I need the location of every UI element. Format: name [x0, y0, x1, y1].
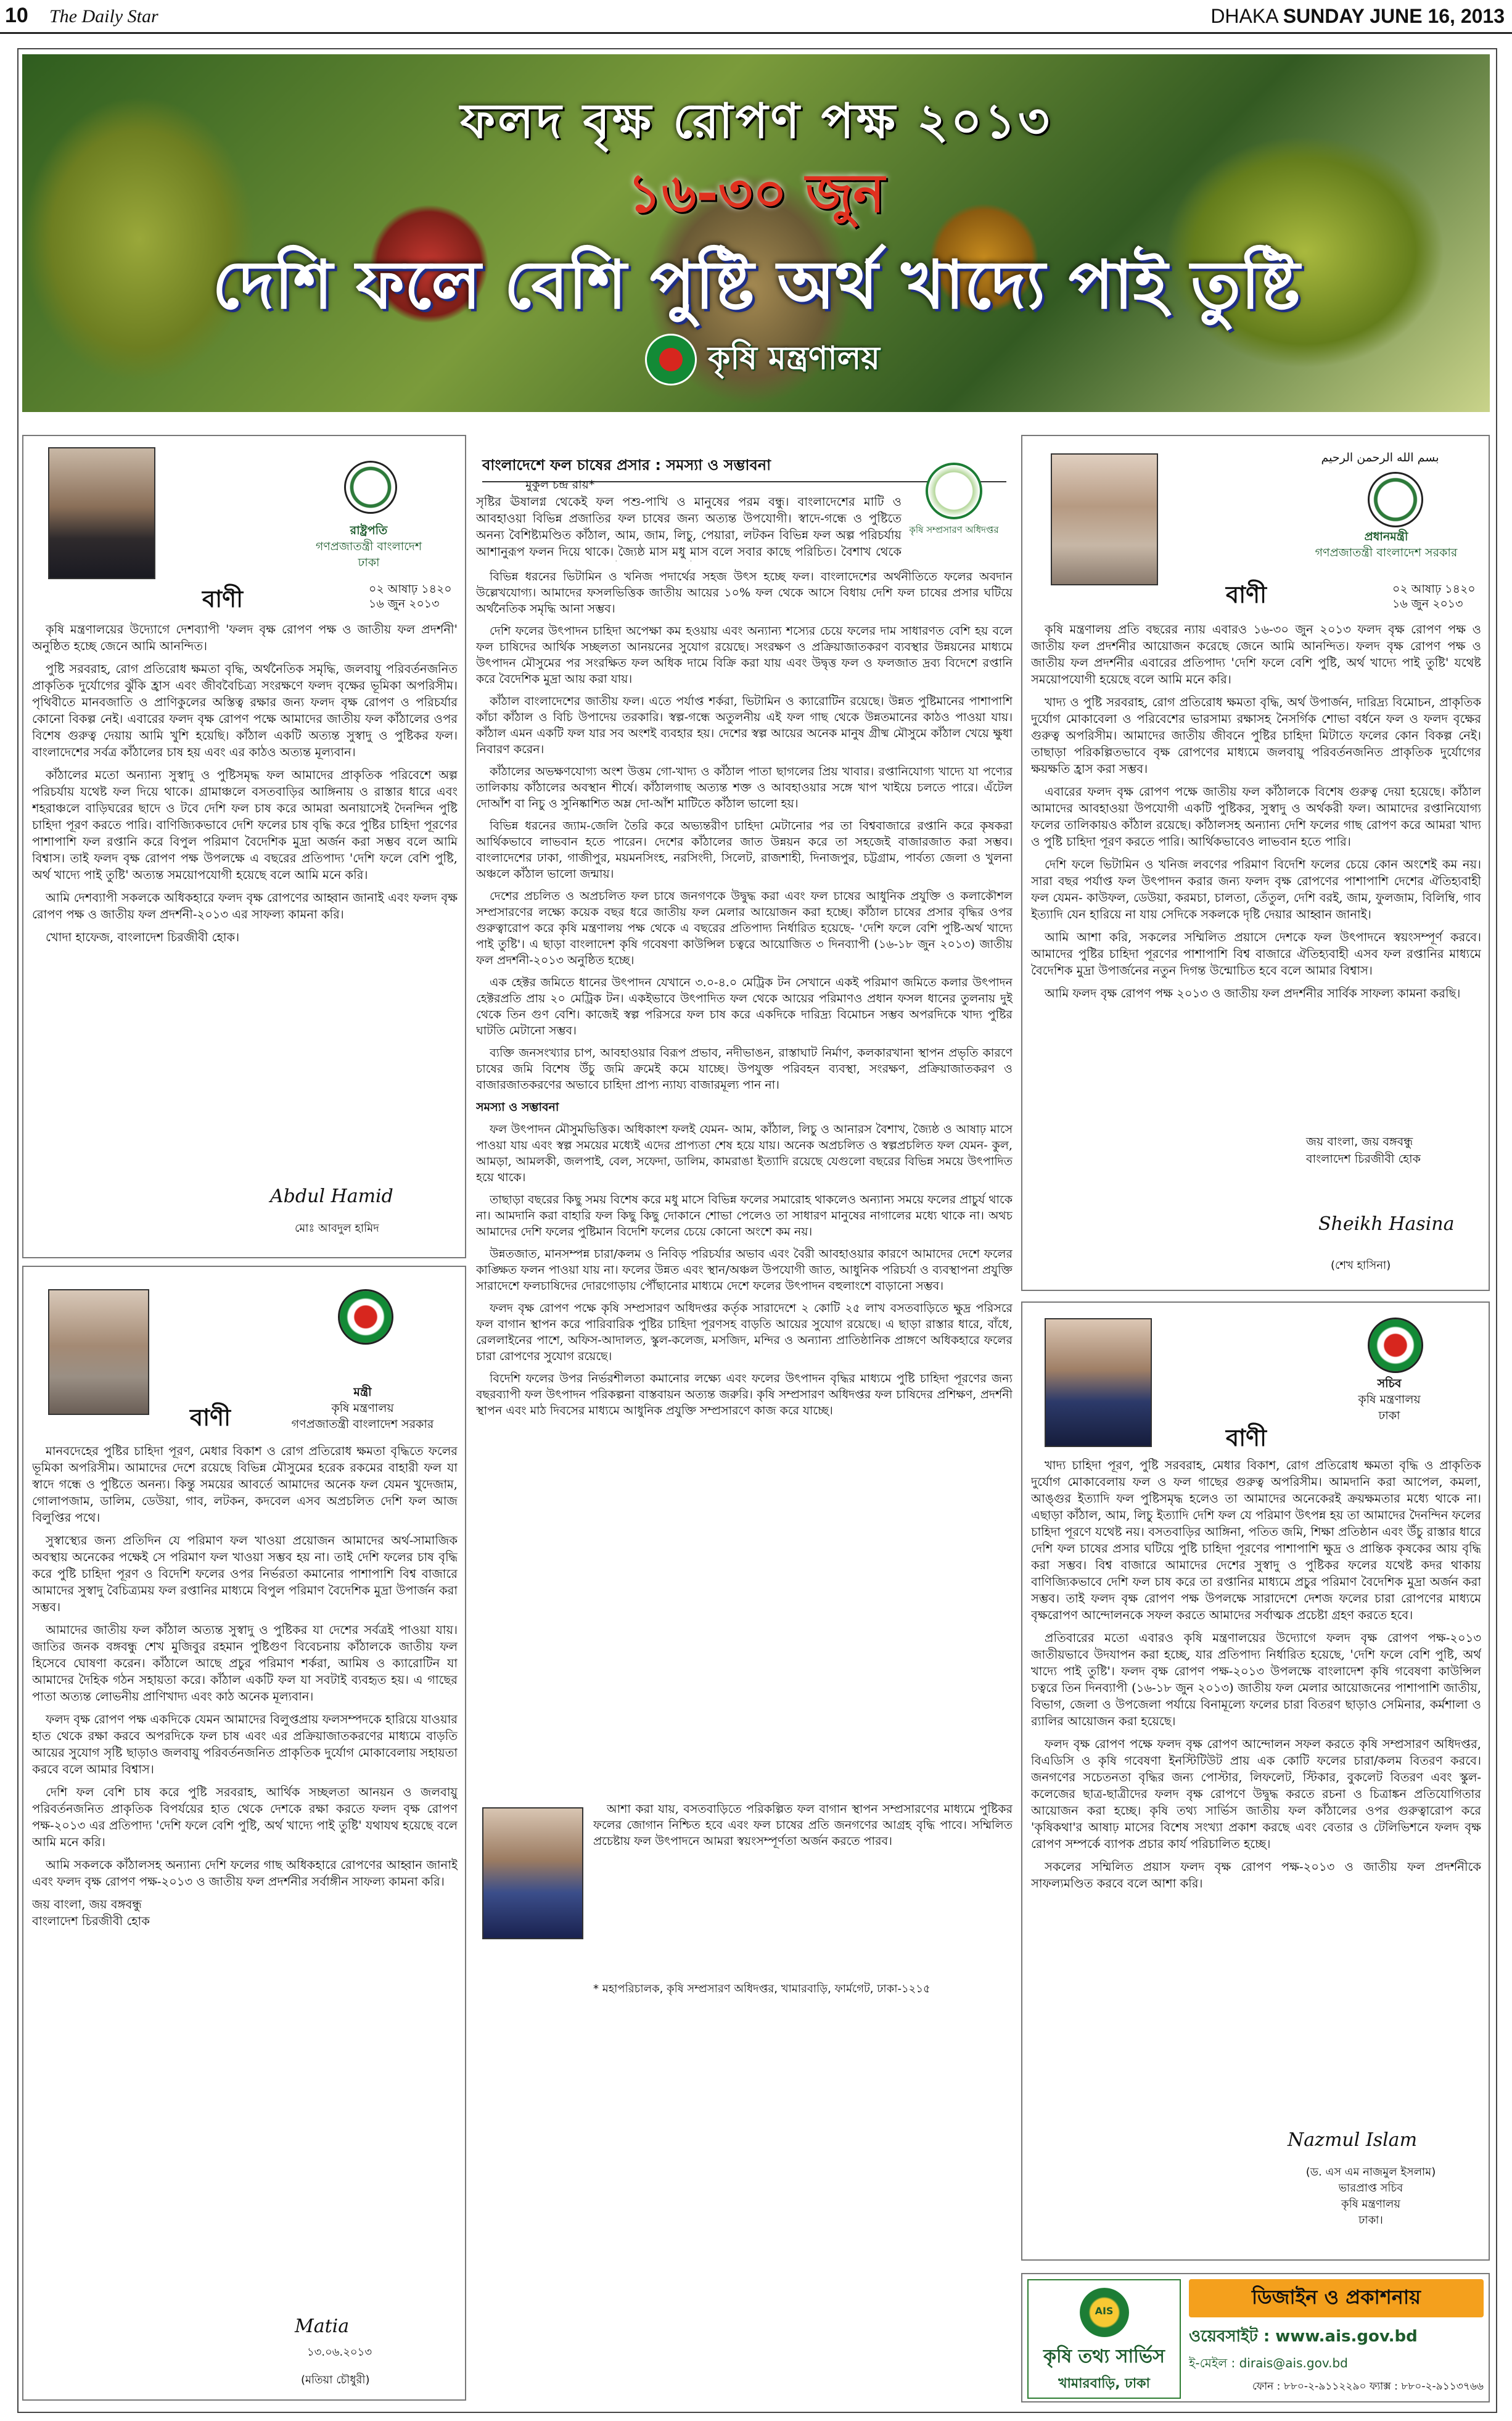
president-message-body: কৃষি মন্ত্রণালয়ের উদ্যোগে দেশব্যাপী 'ফলদ বৃক্ষ রোপণ পক্ষ ও জাতীয় ফল প্রদর্শনী' অনুষ্ঠিত হচ্ছে জেনে আমি আনন্দিত। পুষ্টি সরবরাহ, রোগ প্রতিরোধ ক্ষমতা বৃদ্ধি, অর্থনৈতিক সমৃদ্ধি, জলবায়ু পরিবর্তনজনিত প্রাকৃতিক দুর্যোগের ঝুঁকি হ্রাস এবং জীববৈচিত্র্য সংরক্ষণে ফলদ বৃক্ষের ভূমিকা অপরিসীম। পৃথিবীতে মানবজাতি ও প্রাণিকুলের অস্তিত্ব রক্ষার জন্য ফলদ বৃক্ষ রোপণ ও পরিচর্যার কোনো বিকল্প নেই। এবারের ফলদ বৃক্ষ রোপণ পক্ষে আমাদের জাতীয় ফল কাঁঠালের ওপর বিশেষ গুরুত্ব দেয়ায় আমি খুশি হয়েছি। কাঁঠাল একটি অত্যন্ত সুস্বাদু ও পুষ্টিকর ফল। বাংলাদেশের সর্বত্র কাঁঠালের চাষ হয় এবং এর কাঠও অত্যন্ত মূল্যবান। কাঁঠালের মতো অন্যান্য সুস্বাদু ও পুষ্টিসমৃদ্ধ ফল আমাদের প্রাকৃতিক পরিবেশে অল্প পরিচর্যায় যথেষ্ট ফল দিয়ে থাকে। গ্রামাঞ্চলে বসতবাড়ির আঙ্গিনায় ও রাস্তার ধারে এবং শহরাঞ্চলে বাড়িঘরের ছাদে ও টবে দেশি ফল চাষ করে আমরা অনায়াসেই দৈনন্দিন পুষ্টি চাহিদা পূরণ করতে পারি। বাণিজ্যিকভাবে দেশি ফলের চাষ বৃদ্ধি করে পুষ্টির চাহিদা পূরণের পাশাপাশি ফল রপ্তানি করে বিপুল পরিমাণ বৈদেশিক মুদ্রা অর্জন করা সম্ভব বলে আমি বিশ্বাস। তাই ফলদ বৃক্ষ রোপণ পক্ষ উপলক্ষে এ বছরের প্রতিপাদ্য 'দেশি ফলে বেশি পুষ্টি, অর্থ খাদ্যে পাই তুষ্টি' অত্যন্ত সময়োপযোগী হয়েছে বলে আমি মনে করি। আমি দেশব্যাপী সকলকে অধিকহারে ফলদ বৃক্ষ রোপণের আহ্বান জানাই এবং ফলদ বৃক্ষ রোপণ পক্ষ ও জাতীয় ফল প্রদর্শনী-২০১৩ এর সাফল্য কামনা করি। খোদা হাফেজ, বাংলাদেশ চিরজীবী হোক। [32, 622, 458, 944]
secretary-message [1021, 1301, 1490, 2261]
bismillah-text: بسم الله الرحمن الرحيم [1321, 451, 1439, 464]
publisher-credit [1021, 2273, 1490, 2402]
author-portrait [482, 1807, 583, 1939]
secretary-role: ভারপ্রাপ্ত সচিব [1338, 2182, 1403, 2195]
government-emblem-icon [645, 334, 697, 386]
secretary-signature: Nazmul Islam [1288, 2129, 1418, 2151]
article-intro: সৃষ্টির ঊষালগ্ন থেকেই ফল পশু-পাখি ও মানুষের পরম বন্ধু। বাংলাদেশের মাটি ও আবহাওয়া বিভিন্ন প্রজাতির ফল চাষের জন্য অত্যন্ত উপযোগী। স্বাদে-গন্ধে ও পুষ্টিতে অনন্য বৈশিষ্ট্যমণ্ডিত কাঁঠাল, আম, জাম, লিচু, পেয়ারা, লটকন বিভিন্ন ফল অল্প পরিচর্যায় আশানুরূপ ফলন দিয়ে থাকে। জ্যৈষ্ঠ মাস মধু মাস বলে সবার কাছে পরিচিত। বৈশাখ থেকে [476, 495, 902, 559]
article-subheading: সমস্যা ও সম্ভাবনা [476, 1100, 559, 1114]
dae-logo [908, 463, 1000, 555]
message-heading: বাণী [190, 1404, 231, 1431]
prime-minister-message [1021, 435, 1490, 1291]
message-heading: বাণী [202, 585, 244, 612]
minister-title: মন্ত্রী [353, 1385, 372, 1399]
president-city: ঢাকা [358, 556, 380, 569]
message-date: ০২ আষাঢ় ১৪২০ ১৬ জুন ২০১৩ [1392, 582, 1476, 611]
minister-gov: গণপ্রজাতন্ত্রী বাংলাদেশ সরকার [291, 1417, 434, 1431]
pm-title: প্রধানমন্ত্রী [1364, 530, 1408, 543]
campaign-banner [22, 54, 1490, 412]
article-author: মুকুল চন্দ্র রায়* [525, 478, 595, 492]
feature-article [470, 450, 1019, 2402]
pm-gov: গণপ্রজাতন্ত্রী বাংলাদেশ সরকার [1315, 546, 1458, 559]
dae-emblem-icon [926, 463, 982, 519]
secretary-ministry: কৃষি মন্ত্রণালয় [1358, 1393, 1421, 1406]
banner-title: ফলদ বৃক্ষ রোপণ পক্ষ ২০১৩ [460, 94, 1052, 149]
secretary-name: (ড. এস এম নাজমুল ইসলাম) [1305, 2166, 1436, 2179]
paper-name: The Daily Star [49, 6, 158, 27]
dae-label: কৃষি সম্প্রসারণ অধিদপ্তর [909, 524, 999, 535]
secretary-portrait [1045, 1318, 1152, 1447]
message-heading: বাণী [1226, 1424, 1267, 1451]
article-title: বাংলাদেশে ফল চাষের প্রসার : সমস্যা ও সম্ভাবনা [482, 454, 1006, 482]
article-closing: আশা করা যায়, বসতবাড়িতে পরিকল্পিত ফল বাগান স্থাপন সম্প্রসারণের মাধ্যমে পুষ্টিকর ফলের জোগান নিশ্চিত হবে এবং ফল চাষের প্রতি জনগণের আগ্রহ বৃদ্ধি পাবে। সম্মিলিত প্রচেষ্টায় ফল উৎপাদনে আমরা স্বয়ংসম্পূর্ণতা অর্জন করতে পারব। [593, 1802, 1013, 1848]
article-body: বিভিন্ন ধরনের ভিটামিন ও খনিজ পদার্থের সহজ উৎস হচ্ছে ফল। বাংলাদেশের অর্থনীতিতে ফলের অবদান উল্লেখযোগ্য। আমাদের ফসলভিত্তিক জাতীয় আয়ের ১০% ফল থেকে আসে বিধায় দেশি ফল চাষের প্রসার ঘটিয়ে অর্থনৈতিক সমৃদ্ধি আনা সম্ভব। দেশি ফলের উৎপাদন চাহিদা অপেক্ষা কম হওয়ায় এবং অন্যান্য শস্যের চেয়ে ফলের দাম সাধারণত বেশি হয় বলে ফল চাষিদের আর্থিক সচ্ছলতা আনয়নের সুযোগ রয়েছে। সংরক্ষণ ও প্রক্রিয়াজাতকরণ ব্যবস্থার উন্নয়নের মাধ্যমে উৎপাদন মৌসুমের পর সংরক্ষিত ফল অধিক দামে বিক্রি করা যায় এবং উদ্বৃত্ত ফল ও ফলজাত দ্রব্য বিদেশে রপ্তানি করে বৈদেশিক মুদ্রা আয় করা যায়। কাঁঠাল বাংলাদেশের জাতীয় ফল। এতে পর্যাপ্ত শর্করা, ভিটামিন ও ক্যারোটিন রয়েছে। উন্নত পুষ্টিমানের পাশাপাশি কাঁচা কাঁঠাল ও বিচি উপাদেয় তরকারি। স্বল্প-গন্ধে অতুলনীয় এই ফল গাছ থেকে উন্নতমানের কাঠও পাওয়া যায়। কাঁঠাল এমন একটি ফল যার সব অংশই ব্যবহার হয়। দেশের স্বল্প আয়ের অনেক মানুষ গ্রীষ্ম মৌসুমে কাঁঠাল খেয়ে ক্ষুধা নিবারণ করেন। কাঁঠালের অভক্ষণযোগ্য অংশ উত্তম গো-খাদ্য ও কাঁঠাল পাতা ছাগলের প্রিয় খাবার। রপ্তানিযোগ্য খাদ্যে যা পণ্যের তালিকায় কাঁঠালের অবস্থান শীর্ষে। কাঁঠালগাছ অত্যন্ত শক্ত ও আবহাওয়ার সঙ্গে খাপ খাইয়ে চলতে পারে। এঁটেল দোআঁশ বা নিচু ও সুনিষ্কাশিত অম্ল দো-আঁশ মাটিতে কাঁঠাল ভালো হয়। বিভিন্ন ধরনের জ্যাম-জেলি তৈরি করে অভ্যন্তরীণ চাহিদা মেটানোর পর তা বিশ্ববাজারে রপ্তানি করে কৃষকরা আর্থিকভাবে লাভবান হতে পারেন। দেশের কাঁঠালের জাত উন্নয়ন করে তা সহজেই বাজারজাত করা সম্ভব। বাংলাদেশের ঢাকা, গাজীপুর, ময়মনসিংহ, নরসিংদী, সিলেট, রাজশাহী, দিনাজপুর, চট্টগ্রাম, পার্বত্য জেলা ও খুলনা অঞ্চলে কাঁঠাল ভালো জন্মায়। দেশের প্রচলিত ও অপ্রচলিত ফল চাষে জনগণকে উদ্বুদ্ধ করা এবং ফল চাষের আধুনিক প্রযুক্তি ও কলাকৌশল সম্প্রসারণের লক্ষ্যে কয়েক বছর ধরে জাতীয় ফল মেলার আয়োজন করা হচ্ছে। কাঁঠাল চাষের প্রসার বৃদ্ধির ওপর গুরুত্বারোপ করে কৃষি মন্ত্রণালয় পক্ষ থেকে এ বছরের প্রতিপাদ্য নির্ধারিত হয়েছে- 'দেশি ফলে বেশি পুষ্টি-অর্থ খাদ্যে পাই তুষ্টি'। এ ছাড়া বাংলাদেশ কৃষি গবেষণা কাউন্সিল চত্বরে আয়োজিত ৩ দিনব্যাপী (১৬-১৮ জুন ২০১৩) জাতীয় ফল প্রদর্শনী-২০১৩ অনুষ্ঠিত হচ্ছে। এক হেক্টর জমিতে ধানের উৎপাদন যেখানে ৩.০-৪.০ মেট্রিক টন সেখানে একই পরিমাণ জমিতে কলার উৎপাদন হেক্টরপ্রতি প্রায় ২০ মেট্রিক টন। একইভাবে উৎপাদিত ফল থেকে আয়ের পরিমাণও প্রধান ফসল ধানের তুলনায় দুই থেকে তিন গুণ বেশি। কাজেই স্বল্প পরিসরে ফল চাষ করে একদিকে দারিদ্র্য বিমোচন সম্ভব অপরদিকে খাদ্য পুষ্টির ঘাটতি মেটানো সম্ভব। ব্যক্তি জনসংখ্যার চাপ, আবহাওয়ার বিরূপ প্রভাব, নদীভাঙন, রাস্তাঘাট নির্মাণ, কলকারখানা স্থাপন প্রভৃতি কারণে চাষের জমি বিশেষ উঁচু জমি ক্রমেই কমে যাচ্ছে। উপযুক্ত পরিবহন ব্যবস্থা, সংরক্ষণ, প্রক্রিয়াজাতকরণ ও বাজারজাতকরণের অভাবে চাহিদা প্রাপ্য ন্যায্য বাজারমূল্য পান না। সমস্যা ও সম্ভাবনা ফল উৎপাদন মৌসুমভিত্তিক। অধিকাংশ ফলই যেমন- আম, কাঁঠাল, লিচু ও আনারস বৈশাখ, জ্যৈষ্ঠ ও আষাঢ় মাসে পাওয়া যায় এবং স্বল্প সময়ের মধ্যেই এদের প্রাপ্যতা শেষ হয়ে যায়। অনেক অপ্রচলিত ও স্বল্পপ্রচলিত ফল যেমন- কুল, আমড়া, আমলকী, জলপাই, বেল, সফেদা, ডালিম, কামরাঙা ইত্যাদি রয়েছে যেগুলো বছরের বিভিন্ন সময়ে উৎপাদিত হয়ে থাকে। তাছাড়া বছরের কিছু সময় বিশেষ করে মধু মাসে বিভিন্ন ফলের সমারোহ থাকলেও অন্যান্য সময়ে ফলের প্রাচুর্য থাকে না। আমদানি করা বাহারি ফল কিছু কিছু দোকানে শোভা পেলেও তা সাধারণ মানুষের নাগালের মধ্যে থাকে না। অথচ আমাদের দেশি ফলের পুষ্টিমান বিদেশি ফলের চেয়ে কোনো অংশে কম নয়। উন্নতজাত, মানসম্পন্ন চারা/কলম ও নিবিড় পরিচর্যার অভাব এবং বৈরী আবহাওয়ার কারণে আমাদের দেশে ফলের কাঙ্ক্ষিত ফলন পাওয়া যায় না। ফলের উন্নত এবং স্থান/অঞ্চল উপযোগী জাত, আধুনিক পরিচর্যা ও ব্যবস্থাপনা প্রযুক্তি সারাদেশে ফলচাষিদের দোরগোড়ায় পৌঁছানোর মাধ্যমে দেশে ফলের উৎপাদন বহুলাংশে বাড়ানো সম্ভব। ফলদ বৃক্ষ রোপণ পক্ষে কৃষি সম্প্রসারণ অধিদপ্তর কর্তৃক সারাদেশে ২ কোটি ২৫ লাখ বসতবাড়িতে ক্ষুদ্র পরিসরে ফল বাগান স্থাপন করে পারিবারিক পুষ্টির চাহিদা পূরণসহ বাড়তি আয়ের সুযোগ রয়েছে। এ ছাড়া রাস্তার ধারে, বাঁধে, রেললাইনের পাশে, অফিস-আদালত, স্কুল-কলেজ, মসজিদ, মন্দির ও অন্যান্য প্রাতিষ্ঠানিক প্রাঙ্গণে অধিকহারে ফলের চারা রোপণের সুযোগ রয়েছে। বিদেশি ফলের উপর নির্ভরশীলতা কমানোর লক্ষ্যে এবং ফলের উৎপাদন বৃদ্ধির মাধ্যমে পুষ্টি চাহিদা পূরণের জন্য বছরব্যাপী ফল উৎপাদন পরিকল্পনা বাস্তবায়ন অত্যন্ত জরুরি। কৃষি সম্প্রসারণ অধিদপ্তর ফল চাষিদের প্রশিক্ষণ, প্রদর্শনী স্থাপন এবং মাঠ দিবসের মাধ্যমে আধুনিক প্রযুক্তি সম্প্রসারণে কাজ করে যাচ্ছে। [476, 570, 1013, 1417]
pm-portrait [1051, 453, 1158, 585]
banner-dates: ১৬-৩০ জুন [627, 163, 885, 225]
ministry-badge [645, 332, 880, 387]
message-heading: বাণী [1226, 581, 1267, 608]
ais-abbr: AIS [1095, 2305, 1114, 2317]
minister-message [22, 1266, 466, 2401]
minister-portrait [48, 1289, 149, 1415]
ais-place: খামারবাড়ি, ঢাকা [1058, 2376, 1150, 2391]
minister-message-body: মানবদেহের পুষ্টির চাহিদা পূরণ, মেধার বিকাশ ও রোগ প্রতিরোধ ক্ষমতা বৃদ্ধিতে ফলের ভূমিকা অপরিসীম। আমাদের দেশে রয়েছে বিভিন্ন মৌসুমের হরেক রকমের বাহারী ফল যা স্বাদে গন্ধে ও পুষ্টিতে অনন্য। কিন্তু সময়ের আবর্তে আমাদের অনেক ফল যেমন খুদেজাম, গোলাপজাম, ডালিম, ডেউয়া, গাব, লটকন, কদবেল এসব অপ্রচলিত দেশি ফল আজ বিলুপ্তির পথে। সুস্বাস্থ্যের জন্য প্রতিদিন যে পরিমাণ ফল খাওয়া প্রয়োজন আমাদের অর্থ-সামাজিক অবস্থায় অনেকের পক্ষেই সে পরিমাণ ফল খাওয়া সম্ভব হয় না। তাই দেশি ফলের চাষ বৃদ্ধি করে পুষ্টি চাহিদা পূরণ ও বিদেশি ফলের ওপর নির্ভরতা কমানোর পাশাপাশি বিশ্ব বাজারে আমাদের সুস্বাদু বৈচিত্র্যময় ফল রপ্তানির মাধ্যমে বিপুল পরিমাণ বৈদেশিক মুদ্রা উপার্জন করা সম্ভব। আমাদের জাতীয় ফল কাঁঠাল অত্যন্ত সুস্বাদু ও পুষ্টিকর যা দেশের সর্বত্রই পাওয়া যায়। জাতির জনক বঙ্গবন্ধু শেখ মুজিবুর রহমান পুষ্টিগুণ বিবেচনায় কাঁঠালকে জাতীয় ফল হিসেবে ঘোষণা করেন। কাঁঠালে আছে প্রচুর পরিমাণ শর্করা, আমিষ ও ক্যারোটিন যা আমাদের দৈহিক গঠন সহায়তা করে। কাঁঠাল একটি ফল যা সবটাই ব্যবহৃত হয়। এ গাছের পাতা অত্যন্ত লোভনীয় প্রাণিখাদ্য এবং কাঠ অনেক মূল্যবান। ফলদ বৃক্ষ রোপণ পক্ষ একদিকে যেমন আমাদের বিলুপ্তপ্রায় ফলসম্পদকে হারিয়ে যাওয়ার হাত থেকে রক্ষা করবে অপরদিকে ফল চাষ এবং এর প্রক্রিয়াজাতকরণের মাধ্যমে বাড়তি আয়ের সুযোগ সৃষ্টি ছাড়াও জলবায়ু পরিবর্তনজনিত প্রাকৃতিক দুর্যোগ মোকাবেলায় সহায়তা করবে বলে আমার বিশ্বাস। দেশি ফল বেশি চাষ করে পুষ্টি সরবরাহ, আর্থিক সচ্ছলতা আনয়ন ও জলবায়ু পরিবর্তনজনিত প্রাকৃতিক বিপর্যয়ের হাত থেকে দেশকে রক্ষা করতে ফলদ বৃক্ষ রোপণ পক্ষ-২০১৩ এর প্রতিপাদ্য 'দেশি ফলে বেশি পুষ্টি, অর্থ খাদ্যে পাই তুষ্টি' যথাযথ হয়েছে বলে আমি মনে করি। আমি সকলকে কাঁঠালসহ অন্যান্য দেশি ফলের গাছ অধিকহারে রোপণের আহ্বান জানাই এবং ফলদ বৃক্ষ রোপণ পক্ষ-২০১৩ ও জাতীয় ফল প্রদর্শনীর সর্বাঙ্গীন সাফল্য কামনা করি। জয় বাংলা, জয় বঙ্গবন্ধু বাংলাদেশ চিরজীবী হোক [32, 1444, 458, 1928]
secretary-ministry-2: কৃষি মন্ত্রণালয় [1341, 2198, 1400, 2211]
pm-name: (শেখ হাসিনা) [1331, 1259, 1391, 1272]
secretary-emblem-icon [1368, 1318, 1423, 1373]
president-signature: Abdul Hamid [270, 1186, 393, 1207]
pm-message-body: কৃষি মন্ত্রণালয় প্রতি বছরের ন্যায় এবারও ১৬-৩০ জুন ২০১৩ ফলদ বৃক্ষ রোপণ পক্ষ ও জাতীয় ফল প্রদর্শনীর আয়োজন করেছে জেনে আমি আনন্দিত। ফলদ বৃক্ষ রোপণ পক্ষ ও জাতীয় ফল প্রদর্শনীর এবারের প্রতিপাদ্য 'দেশি ফলে বেশি পুষ্টি, অর্থ খাদ্যে পাই তুষ্টি' যথেষ্ট সময়োপযোগী হয়েছে বলে আমি মনে করি। খাদ্য ও পুষ্টি সরবরাহ, রোগ প্রতিরোধ ক্ষমতা বৃদ্ধি, অর্থ উপার্জন, দারিদ্র্য বিমোচন, প্রাকৃতিক দুর্যোগ মোকাবেলা ও পরিবেশের ভারসাম্য রক্ষাসহ নৈসর্গিক শোভা বর্ধনে ফল ও ফলদ বৃক্ষের গুরুত্ব অপরিসীম। আমাদের জাতীয় জীবনে পুষ্টির চাহিদা মিটাতে ফলের কোন বিকল্প নেই। তাছাড়া পরিকল্পিতভাবে বৃক্ষ রোপণের মাধ্যমে জলবায়ু পরিবর্তনজনিত প্রাকৃতিক দুর্যোগের ক্ষয়ক্ষতি হ্রাস করা সম্ভব। এবারের ফলদ বৃক্ষ রোপণ পক্ষে জাতীয় ফল কাঁঠালকে বিশেষ গুরুত্ব দেয়া হয়েছে। কাঁঠাল আমাদের আবহাওয়া উপযোগী একটি পুষ্টিকর, সুস্বাদু ও অর্থকরী ফল। আমাদের রপ্তানিযোগ্য ফলের তালিকায়ও কাঁঠাল রয়েছে। কাঁঠালসহ অন্যান্য দেশি ফলের গাছ রোপণ করে আমরা খাদ্য ও পুষ্টি চাহিদা পূরণ করতে পারি। আর্থিকভাবেও লাভবান হতে পারি। দেশি ফলে ভিটামিন ও খনিজ লবণের পরিমাণ বিদেশি ফলের চেয়ে কোন অংশেই কম নয়। সারা বছর পর্যাপ্ত ফল উৎপাদন করার জন্য ফলদ বৃক্ষ রোপণের পাশাপাশি দেশের ঐতিহ্যবাহী ফল যেমন- কাউফল, ডেউয়া, করমচা, চালতা, তেঁতুল, দেশি বরই, জাম, ফুলজাম, বিলিম্বি, গাব ইত্যাদি যেন হারিয়ে না যায় সেদিকে সকলকে দৃষ্টি দেয়ার আহ্বান জানাই। আমি আশা করি, সকলের সম্মিলিত প্রয়াসে দেশকে ফল উৎপাদনে স্বয়ংসম্পূর্ণ করবে। আমাদের পুষ্টির চাহিদা পূরণের পাশাপাশি বিশ্ব বাজারে ঐতিহ্যবাহী এসব ফল রপ্তানির মাধ্যমে বৈদেশিক মুদ্রা উপার্জনের নতুন দিগন্ত উন্মোচিত হবে বলে আমার বিশ্বাস। আমি ফলদ বৃক্ষ রোপণ পক্ষ ২০১৩ ও জাতীয় ফল প্রদর্শনীর সার্বিক সাফল্য কামনা করছি। [1031, 622, 1481, 1000]
minister-name: (মতিয়া চৌধুরী) [301, 2374, 370, 2386]
minister-signature-date: ১৩.০৬.২০১৩ [307, 2346, 372, 2359]
publisher-details [1189, 2279, 1484, 2396]
secretary-city: ঢাকা [1378, 1409, 1400, 1422]
pm-emblem-icon [1368, 472, 1423, 527]
banner-slogan: দেশি ফলে বেশি পুষ্টি অর্থ খাদ্যে পাই তুষ্টি [212, 247, 1300, 324]
secretary-message-body: খাদ্য চাহিদা পূরণ, পুষ্টি সরবরাহ, মেধার বিকাশ, রোগ প্রতিরোধ ক্ষমতা বৃদ্ধি ও প্রাকৃতিক দুর্যোগ মোকাবেলায় ফল ও ফল গাছের গুরুত্ব অপরিসীম। আমদানি করা আপেল, কমলা, আঙ্গুর ইত্যাদি ফল পুষ্টিসমৃদ্ধ হলেও তা আমাদের অনেকেরই ক্রয়ক্ষমতার মধ্যে থাকে না। এছাড়া কাঁঠাল, আম, লিচু ইত্যাদি দেশি ফল যে পরিমাণ উৎপন্ন হয় তা আমাদের দৈনন্দিন ফলের চাহিদা পূরণে যথেষ্ট নয়। বসতবাড়ির আঙ্গিনা, পতিত জমি, শিক্ষা প্রতিষ্ঠান এবং উঁচু রাস্তার ধারে দেশি ফল চাষের প্রসার ঘটিয়ে পুষ্টি চাহিদা পূরণের পাশাপাশি ক্ষুদ্র ও প্রান্তিক কৃষকের আয় বৃদ্ধি করা সম্ভব। বিশ্ব বাজারে আমাদের দেশের সুস্বাদু ও পুষ্টিকর ফলের যথেষ্ট কদর থাকায় বাণিজ্যিকভাবে দেশি ফল চাষ করে তা রপ্তানির মাধ্যমে প্রচুর পরিমাণ বৈদেশিক মুদ্রা অর্জন করা সম্ভব। তাই ফলদ বৃক্ষ রোপণ পক্ষ উপলক্ষে সারাদেশে দেশজ ফলের চারা রোপণের মাধ্যমে বৃক্ষরোপণ আন্দোলনকে সফল করতে আমাদের সর্বাত্মক প্রচেষ্টা গ্রহণ করতে হবে। প্রতিবারের মতো এবারও কৃষি মন্ত্রণালয়ের উদ্যোগে ফলদ বৃক্ষ রোপণ পক্ষ-২০১৩ জাতীয়ভাবে উদযাপন করা হচ্ছে, যার প্রতিপাদ্য নির্ধারিত হয়েছে, 'দেশি ফলে বেশি পুষ্টি, অর্থ খাদ্যে পাই তুষ্টি'। ফলদ বৃক্ষ রোপণ পক্ষ-২০১৩ উপলক্ষে বাংলাদেশ কৃষি গবেষণা কাউন্সিল চত্বরে তিন দিনব্যাপী (১৬-১৮ জুন ২০১৩) জাতীয় ফল মেলার আয়োজনের পাশাপাশি জাতীয়, বিভাগ, জেলা ও উপজেলা পর্যায়ে বিনামূল্যে ফলের চারা বিতরণ ছাড়াও সেমিনার, কর্মশালা ও র‍্যালির আয়োজন করা হয়েছে। ফলদ বৃক্ষ রোপণ পক্ষে ফলদ বৃক্ষ রোপণ আন্দোলন সফল করতে কৃষি সম্প্রসারণ অধিদপ্তর, বিএডিসি ও কৃষি গবেষণা ইনস্টিটিউট প্রায় এক কোটি ফলের চারা/কলম বিতরণ করবে। জনগণের সচেতনতা বৃদ্ধির জন্য পোস্টার, লিফলেট, স্টিকার, বুকলেট বিতরণ এবং স্কুল-কলেজের ছাত্র-ছাত্রীদের ফলদ বৃক্ষ রোপণে উদ্বুদ্ধ করতে রচনা ও চিত্রাঙ্কন প্রতিযোগিতার আয়োজন করা হচ্ছে। কৃষি তথ্য সার্ভিস জাতীয় ফল কাঁঠালের ওপর গুরুত্বারোপ করে 'কৃষিকথা'র আষাঢ় মাসের বিশেষ সংখ্যা প্রকাশ করছে এবং বেতার ও টেলিভিশনে ফলদ বৃক্ষ রোপণ সম্পর্কে ব্যাপক প্রচার কার্য পরিচালিত হচ্ছে। সকলের সম্মিলিত প্রয়াস ফলদ বৃক্ষ রোপণ পক্ষ-২০১৩ ও জাতীয় ফল প্রদর্শনীকে সাফল্যমণ্ডিত করবে বলে আশা করি। [1031, 1458, 1481, 1891]
publisher-email[interactable]: ই-মেইল : dirais@ais.gov.bd [1189, 2356, 1348, 2370]
page-header [0, 0, 1512, 34]
president-gov: গণপ্রজাতন্ত্রী বাংলাদেশ [315, 540, 422, 553]
publisher-phone: ফোন : ৮৮০-২-৯১১২২৯০ ফ্যাক্স : ৮৮০-২-৯১১৩৭৬৬ [1252, 2380, 1484, 2393]
ais-name: কৃষি তথ্য সার্ভিস [1043, 2346, 1165, 2367]
publisher-website[interactable]: ওয়েবসাইট : www.ais.gov.bd [1189, 2327, 1418, 2346]
president-portrait [48, 447, 155, 579]
publisher-heading: ডিজাইন ও প্রকাশনায় [1189, 2279, 1484, 2317]
president-message [22, 435, 466, 1258]
president-name: মোঃ আবদুল হামিদ [295, 1222, 379, 1235]
page-number: 10 [5, 4, 28, 27]
message-date: ০২ আষাঢ় ১৪২০ ১৬ জুন ২০১৩ [369, 582, 452, 611]
ministry-name: কৃষি মন্ত্রণালয় [708, 339, 880, 377]
ais-badge [1027, 2279, 1181, 2399]
secretary-title: সচিব [1377, 1377, 1402, 1390]
minister-emblem-icon [338, 1289, 393, 1345]
minister-signature: Matia [295, 2316, 350, 2337]
pm-closing-1: জয় বাংলা, জয় বঙ্গবন্ধু [1306, 1135, 1413, 1149]
secretary-city-2: ঢাকা। [1358, 2214, 1383, 2227]
pm-closing-2: বাংলাদেশ চিরজীবী হোক [1306, 1152, 1421, 1166]
president-emblem-icon [344, 461, 397, 514]
article-footnote: * মহাপরিচালক, কৃষি সম্প্রসারণ অধিদপ্তর, খামারবাড়ি, ফার্মগেট, ঢাকা-১২১৫ [593, 1982, 931, 1995]
minister-ministry: কৃষি মন্ত্রণালয় [331, 1401, 394, 1415]
president-title: রাষ্ট্রপতি [350, 524, 388, 537]
pm-signature: Sheikh Hasina [1318, 1213, 1455, 1235]
date-line: DHAKA SUNDAY JUNE 16, 2013 [1210, 5, 1505, 27]
